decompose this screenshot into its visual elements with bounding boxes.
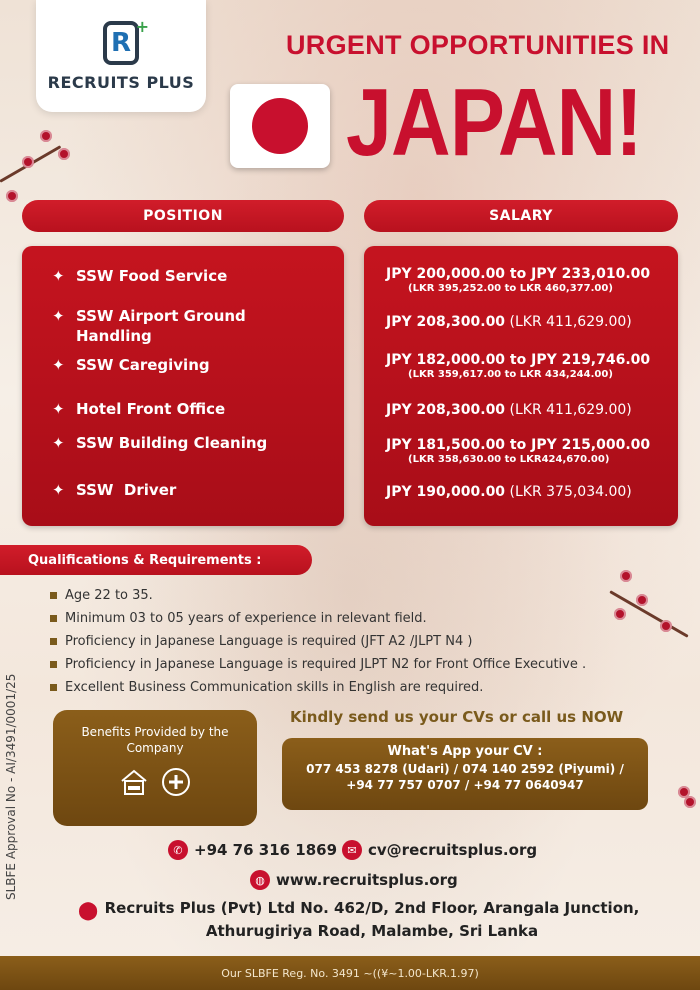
japan-flag-icon [230,84,330,168]
brand-name: RECRUITS PLUS [47,72,195,92]
position-item: ✦ SSW Food Service [52,267,228,285]
position-item: ✦ SSW Airport Ground Handling [52,307,246,345]
phone-icon: ✆ [168,840,188,860]
bullet-icon [50,661,57,668]
accommodation-icon [118,766,150,798]
position-item: ✦ SSW Caregiving [52,356,210,374]
qualifications-list [50,584,586,699]
address: ⬤ Recruits Plus (Pvt) Ltd No. 462/D, 2nd Floor, Arangala Junction, Athurugiriya Road, Malambe, Sri Lanka [78,899,640,940]
position-item: ✦ Hotel Front Office [52,400,226,418]
bullet-icon [50,638,57,645]
location-pin-icon: ⬤ [78,900,99,921]
headline-top: URGENT OPPORTUNITIES IN [286,30,670,60]
cherry-blossom-small [672,782,700,812]
bullet-icon [50,684,57,691]
sparkle-icon: ✦ [52,356,65,374]
medical-cross-icon [160,766,192,798]
whatsapp-box [282,738,648,810]
cherry-blossom-right [600,550,700,660]
benefits-title: Benefits Provided by the Company [81,725,229,755]
position-header: POSITION [22,200,344,232]
plus-icon: + [135,16,149,36]
sparkle-icon: ✦ [52,307,65,325]
globe-icon: ◍ [250,870,270,890]
list-item: Age 22 to 35. [50,584,586,607]
salary-item: JPY 182,000.00 to JPY 219,746.00 (LKR 359,617.00 to LKR 434,244.00) [386,352,651,380]
salary-item: JPY 190,000.00 (LKR 375,034.00) [386,484,632,500]
bullet-icon [50,592,57,599]
salary-item: JPY 181,500.00 to JPY 215,000.00 (LKR 358,630.00 to LKR424,670.00) [386,437,651,465]
list-item: Excellent Business Communication skills in English are required. [50,676,586,699]
whatsapp-numbers-2: +94 77 757 0707 / +94 77 0640947 [346,778,584,792]
position-panel [22,246,344,526]
salary-header: SALARY [364,200,678,232]
cta-text: Kindly send us your CVs or call us NOW [290,708,624,726]
footer: Our SLBFE Reg. No. 3491 ~((¥~1.00-LKR.1.97) [0,956,700,990]
whatsapp-title: What's App your CV : [387,744,543,759]
qualifications-header: Qualifications & Requirements : [0,545,312,575]
salary-item: JPY 200,000.00 to JPY 233,010.00 (LKR 395,252.00 to LKR 460,377.00) [386,266,651,294]
bullet-icon [50,615,57,622]
position-item: ✦ SSW Driver [52,481,177,499]
list-item: Minimum 03 to 05 years of experience in relevant field. [50,607,586,630]
email-contact[interactable]: ✉ cv@recruitsplus.org [342,840,537,860]
salary-item: JPY 208,300.00 (LKR 411,629.00) [386,314,632,330]
salary-item: JPY 208,300.00 (LKR 411,629.00) [386,402,632,418]
list-item: Proficiency in Japanese Language is required (JFT A2 /JLPT N4 ) [50,630,586,653]
logo [36,0,206,112]
phone-contact[interactable]: ✆ +94 76 316 1869 [168,840,337,860]
logo-mark-icon: R + [103,21,139,65]
sparkle-icon: ✦ [52,267,65,285]
approval-number: SLBFE Approval No - AI/3491/0001/25 [4,673,18,900]
benefits-box [53,710,257,826]
website-link[interactable]: ◍ www.recruitsplus.org [250,870,458,890]
sparkle-icon: ✦ [52,400,65,418]
email-icon: ✉ [342,840,362,860]
sparkle-icon: ✦ [52,434,65,452]
headline-country: JAPAN! [346,69,643,176]
whatsapp-numbers-1: 077 453 8278 (Udari) / 074 140 2592 (Piyumi) / [306,762,624,776]
list-item: Proficiency in Japanese Language is required JLPT N2 for Front Office Executive . [50,653,586,676]
salary-panel [364,246,678,526]
sparkle-icon: ✦ [52,481,65,499]
position-item: ✦ SSW Building Cleaning [52,434,268,452]
